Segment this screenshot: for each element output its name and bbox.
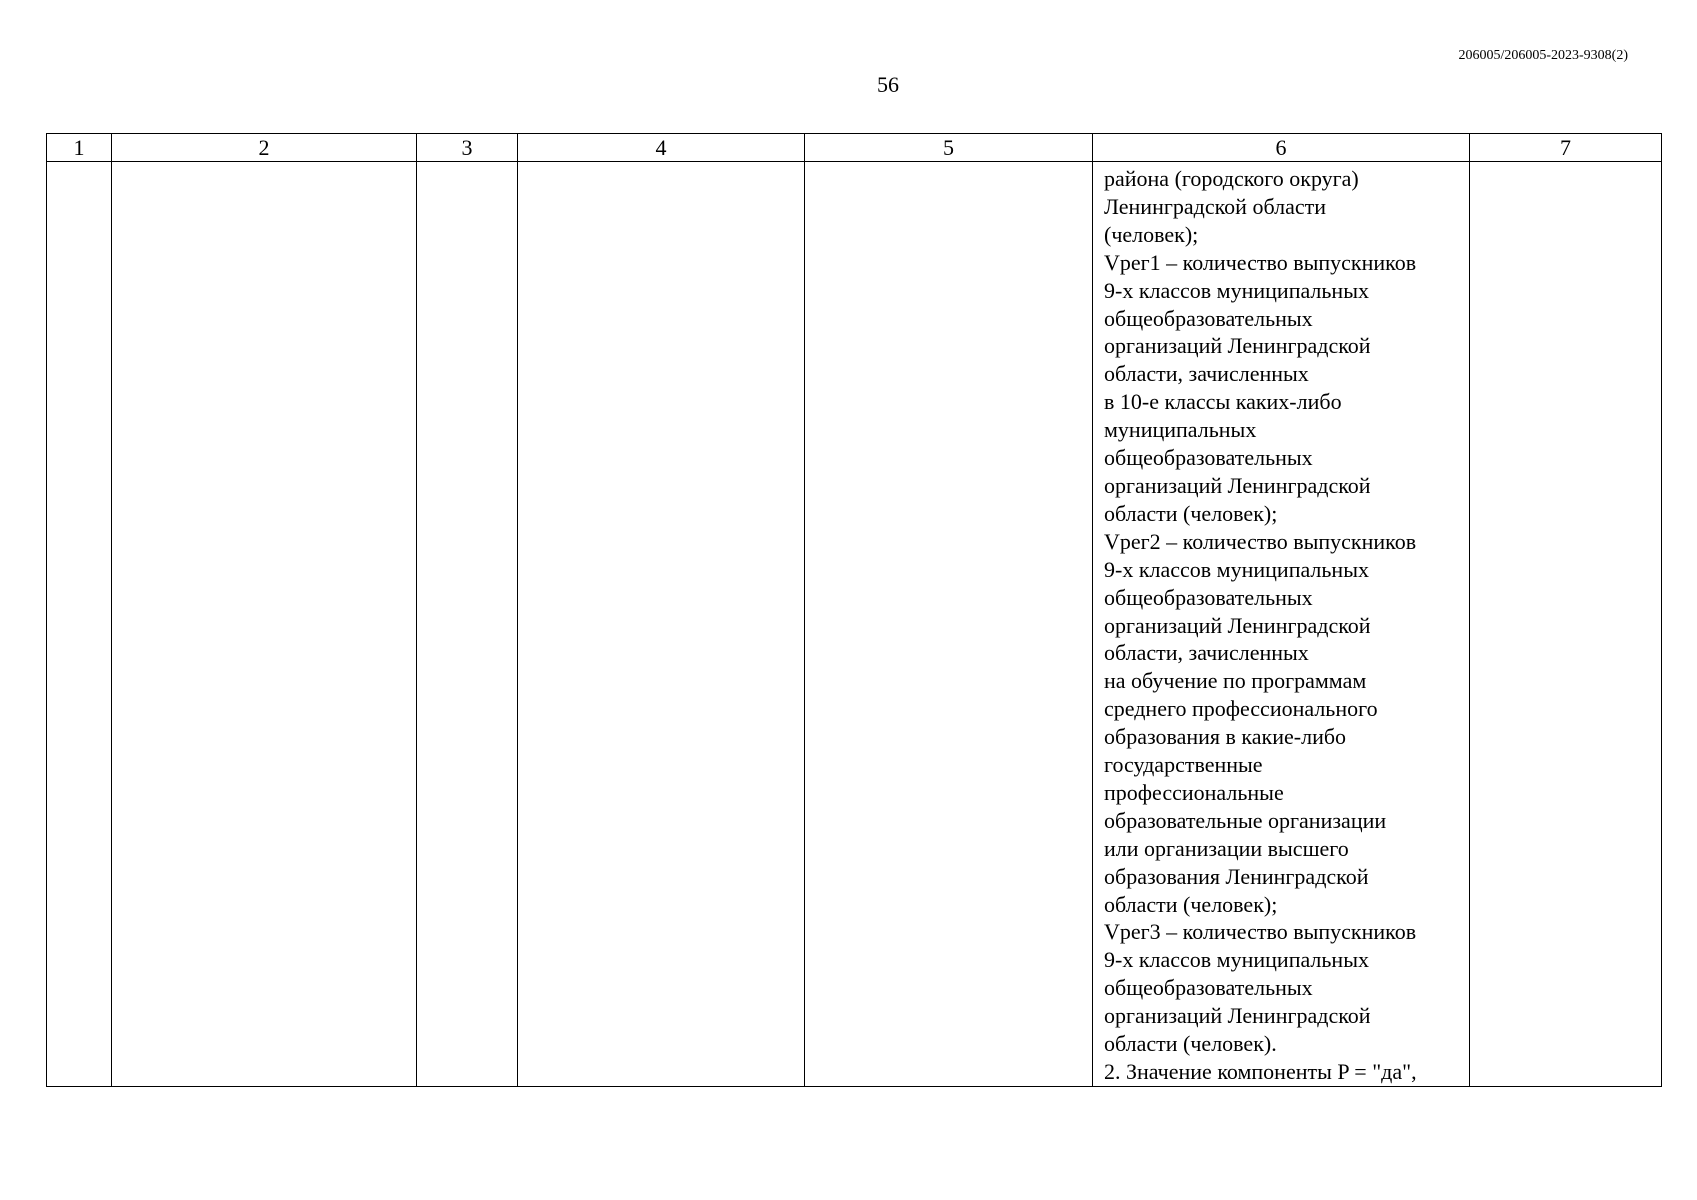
main-table	[46, 133, 1662, 1087]
cell-col6-line: общеобразовательных	[1104, 305, 1313, 331]
column-header-2: 2	[112, 134, 417, 162]
cell-col6-line: (человек);	[1104, 221, 1199, 247]
cell-col6-line: на обучение по программам	[1104, 668, 1367, 694]
cell-col6-line: области (человек);	[1104, 891, 1278, 917]
cell-col6-line: 9-х классов муниципальных	[1104, 556, 1369, 582]
cell-col3	[417, 162, 518, 1087]
cell-col6-line: образования в какие-либо	[1104, 724, 1347, 750]
cell-col6-line: общеобразовательных	[1104, 975, 1313, 1001]
column-header-5: 5	[805, 134, 1093, 162]
cell-col6-line: 2. Значение компоненты P = "да",	[1104, 1059, 1417, 1084]
cell-col6-line: района (городского округа)	[1104, 166, 1359, 191]
column-header-row	[47, 134, 1662, 162]
cell-col6-line: Ленинградской области	[1104, 193, 1326, 219]
page-number: 56	[877, 72, 899, 97]
column-header-4: 4	[518, 134, 805, 162]
cell-col5	[805, 162, 1093, 1087]
cell-col6-line: Vрег2 – количество выпускников	[1104, 528, 1417, 554]
cell-col6-line: государственные	[1104, 752, 1263, 778]
cell-col6-line: профессиональные	[1104, 779, 1284, 805]
cell-col6-line: организаций Ленинградской	[1104, 1003, 1371, 1029]
cell-col7	[1470, 162, 1662, 1087]
cell-col6-line: общеобразовательных	[1104, 584, 1313, 610]
cell-col4	[518, 162, 805, 1087]
cell-col6-line: Vрег3 – количество выпускников	[1104, 919, 1417, 945]
cell-col6-line: муниципальных	[1104, 417, 1257, 443]
cell-col6-line: образования Ленинградской	[1104, 863, 1369, 889]
cell-col6-line: области (человек);	[1104, 500, 1278, 526]
column-header-6: 6	[1093, 134, 1470, 162]
cell-col6-line: в 10-е классы каких-либо	[1104, 389, 1342, 415]
document-id: 206005/206005-2023-9308(2)	[1458, 48, 1628, 63]
cell-col6	[1093, 162, 1470, 1087]
cell-col6-line: организаций Ленинградской	[1104, 472, 1371, 498]
cell-col6-line: 9-х классов муниципальных	[1104, 947, 1369, 973]
column-header-7: 7	[1470, 134, 1662, 162]
column-header-1: 1	[47, 134, 112, 162]
column-header-3: 3	[417, 134, 518, 162]
cell-col6-line: области, зачисленных	[1104, 361, 1309, 387]
cell-col6-text	[1093, 162, 1469, 1086]
cell-col6-line: образовательные организации	[1104, 807, 1387, 833]
table-row	[47, 162, 1662, 1087]
cell-col6-line: организаций Ленинградской	[1104, 612, 1371, 638]
cell-col6-line: области (человек).	[1104, 1031, 1277, 1057]
cell-col6-line: или организации высшего	[1104, 835, 1349, 861]
cell-col2	[112, 162, 417, 1087]
cell-col6-line: среднего профессионального	[1104, 696, 1378, 722]
cell-col6-line: общеобразовательных	[1104, 445, 1313, 471]
cell-col6-line: области, зачисленных	[1104, 640, 1309, 666]
cell-col6-line: организаций Ленинградской	[1104, 333, 1371, 359]
cell-col1	[47, 162, 112, 1087]
cell-col6-line: Vрег1 – количество выпускников	[1104, 249, 1417, 275]
cell-col6-line: 9-х классов муниципальных	[1104, 277, 1369, 303]
